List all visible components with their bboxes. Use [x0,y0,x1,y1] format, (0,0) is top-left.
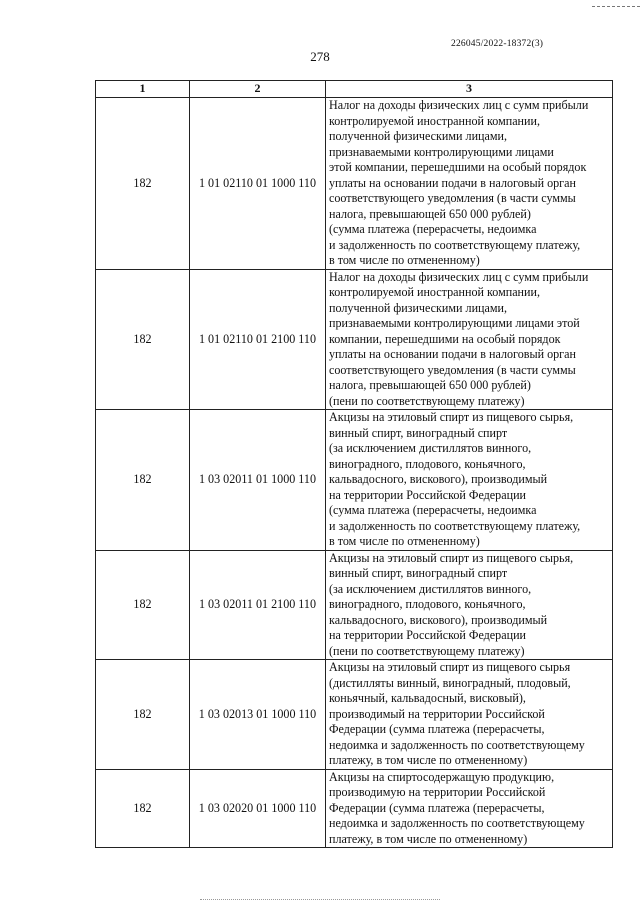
admin-code-cell: 182 [96,660,190,770]
description-cell: Акцизы на этиловый спирт из пищевого сырья, винный спирт, виноградный спирт (за исключением дистиллятов винного, виноградного, плодового, коньячного, кальвадосного, вискового), производимый на территории Российской Федерации (пени по соответствующему платежу) [326,550,613,660]
column-header-2: 2 [190,81,326,98]
table-row [96,410,613,551]
table-row [96,269,613,410]
top-edge-mark [592,6,640,7]
budget-code-cell: 1 01 02110 01 1000 110 [190,98,326,270]
description-cell: Акцизы на спиртосодержащую продукцию, производимую на территории Российской Федерации (сумма платежа (перерасчеты, недоимка и задолженность по соответствующему платежу, в том числе по отмененному) [326,769,613,848]
column-header-3: 3 [326,81,613,98]
table-row [96,550,613,660]
description-cell: Налог на доходы физических лиц с сумм прибыли контролируемой иностранной компании, полученной физическими лицами, признаваемыми контролирующими лицами этой компании, перешедшими на особый порядок уплаты на основании подачи в налоговый орган соответствующего уведомления (в части суммы налога, превышающей 650 000 рублей) (сумма платежа (перерасчеты, недоимка и задолженность по соответствующему платежу, в том числе по отмененному) [326,98,613,270]
admin-code-cell: 182 [96,269,190,410]
budget-code-cell: 1 03 02011 01 2100 110 [190,550,326,660]
description-cell: Налог на доходы физических лиц с сумм прибыли контролируемой иностранной компании, полученной физическими лицами, признаваемыми контролирующими лицами этой компании, перешедшими на особый порядок уплаты на основании подачи в налоговый орган соответствующего уведомления (в части суммы налога, превышающей 650 000 рублей) (пени по соответствующему платежу) [326,269,613,410]
table-row [96,660,613,770]
table-header-row [96,81,613,98]
budget-code-cell: 1 03 02020 01 1000 110 [190,769,326,848]
table-row [96,769,613,848]
description-cell: Акцизы на этиловый спирт из пищевого сырья, винный спирт, виноградный спирт (за исключением дистиллятов винного, виноградного, плодового, коньячного, кальвадосного, вискового), производимый на территории Российской Федерации (сумма платежа (перерасчеты, недоимка и задолженность по соответствующему платежу, в том числе по отмененному) [326,410,613,551]
admin-code-cell: 182 [96,410,190,551]
page-number: 278 [310,49,330,64]
budget-codes-table [95,80,613,848]
document-number: 226045/2022-18372(3) [451,39,544,49]
column-header-1: 1 [96,81,190,98]
admin-code-cell: 182 [96,769,190,848]
table-row [96,98,613,270]
admin-code-cell: 182 [96,550,190,660]
bottom-edge-mark [200,899,440,903]
admin-code-cell: 182 [96,98,190,270]
budget-code-cell: 1 03 02013 01 1000 110 [190,660,326,770]
budget-code-cell: 1 03 02011 01 1000 110 [190,410,326,551]
description-cell: Акцизы на этиловый спирт из пищевого сырья (дистилляты винный, виноградный, плодовый, коньячный, кальвадосный, висковый), производимый на территории Российской Федерации (сумма платежа (перерасчеты, недоимка и задолженность по соответствующему платежу, в том числе по отмененному) [326,660,613,770]
budget-code-cell: 1 01 02110 01 2100 110 [190,269,326,410]
